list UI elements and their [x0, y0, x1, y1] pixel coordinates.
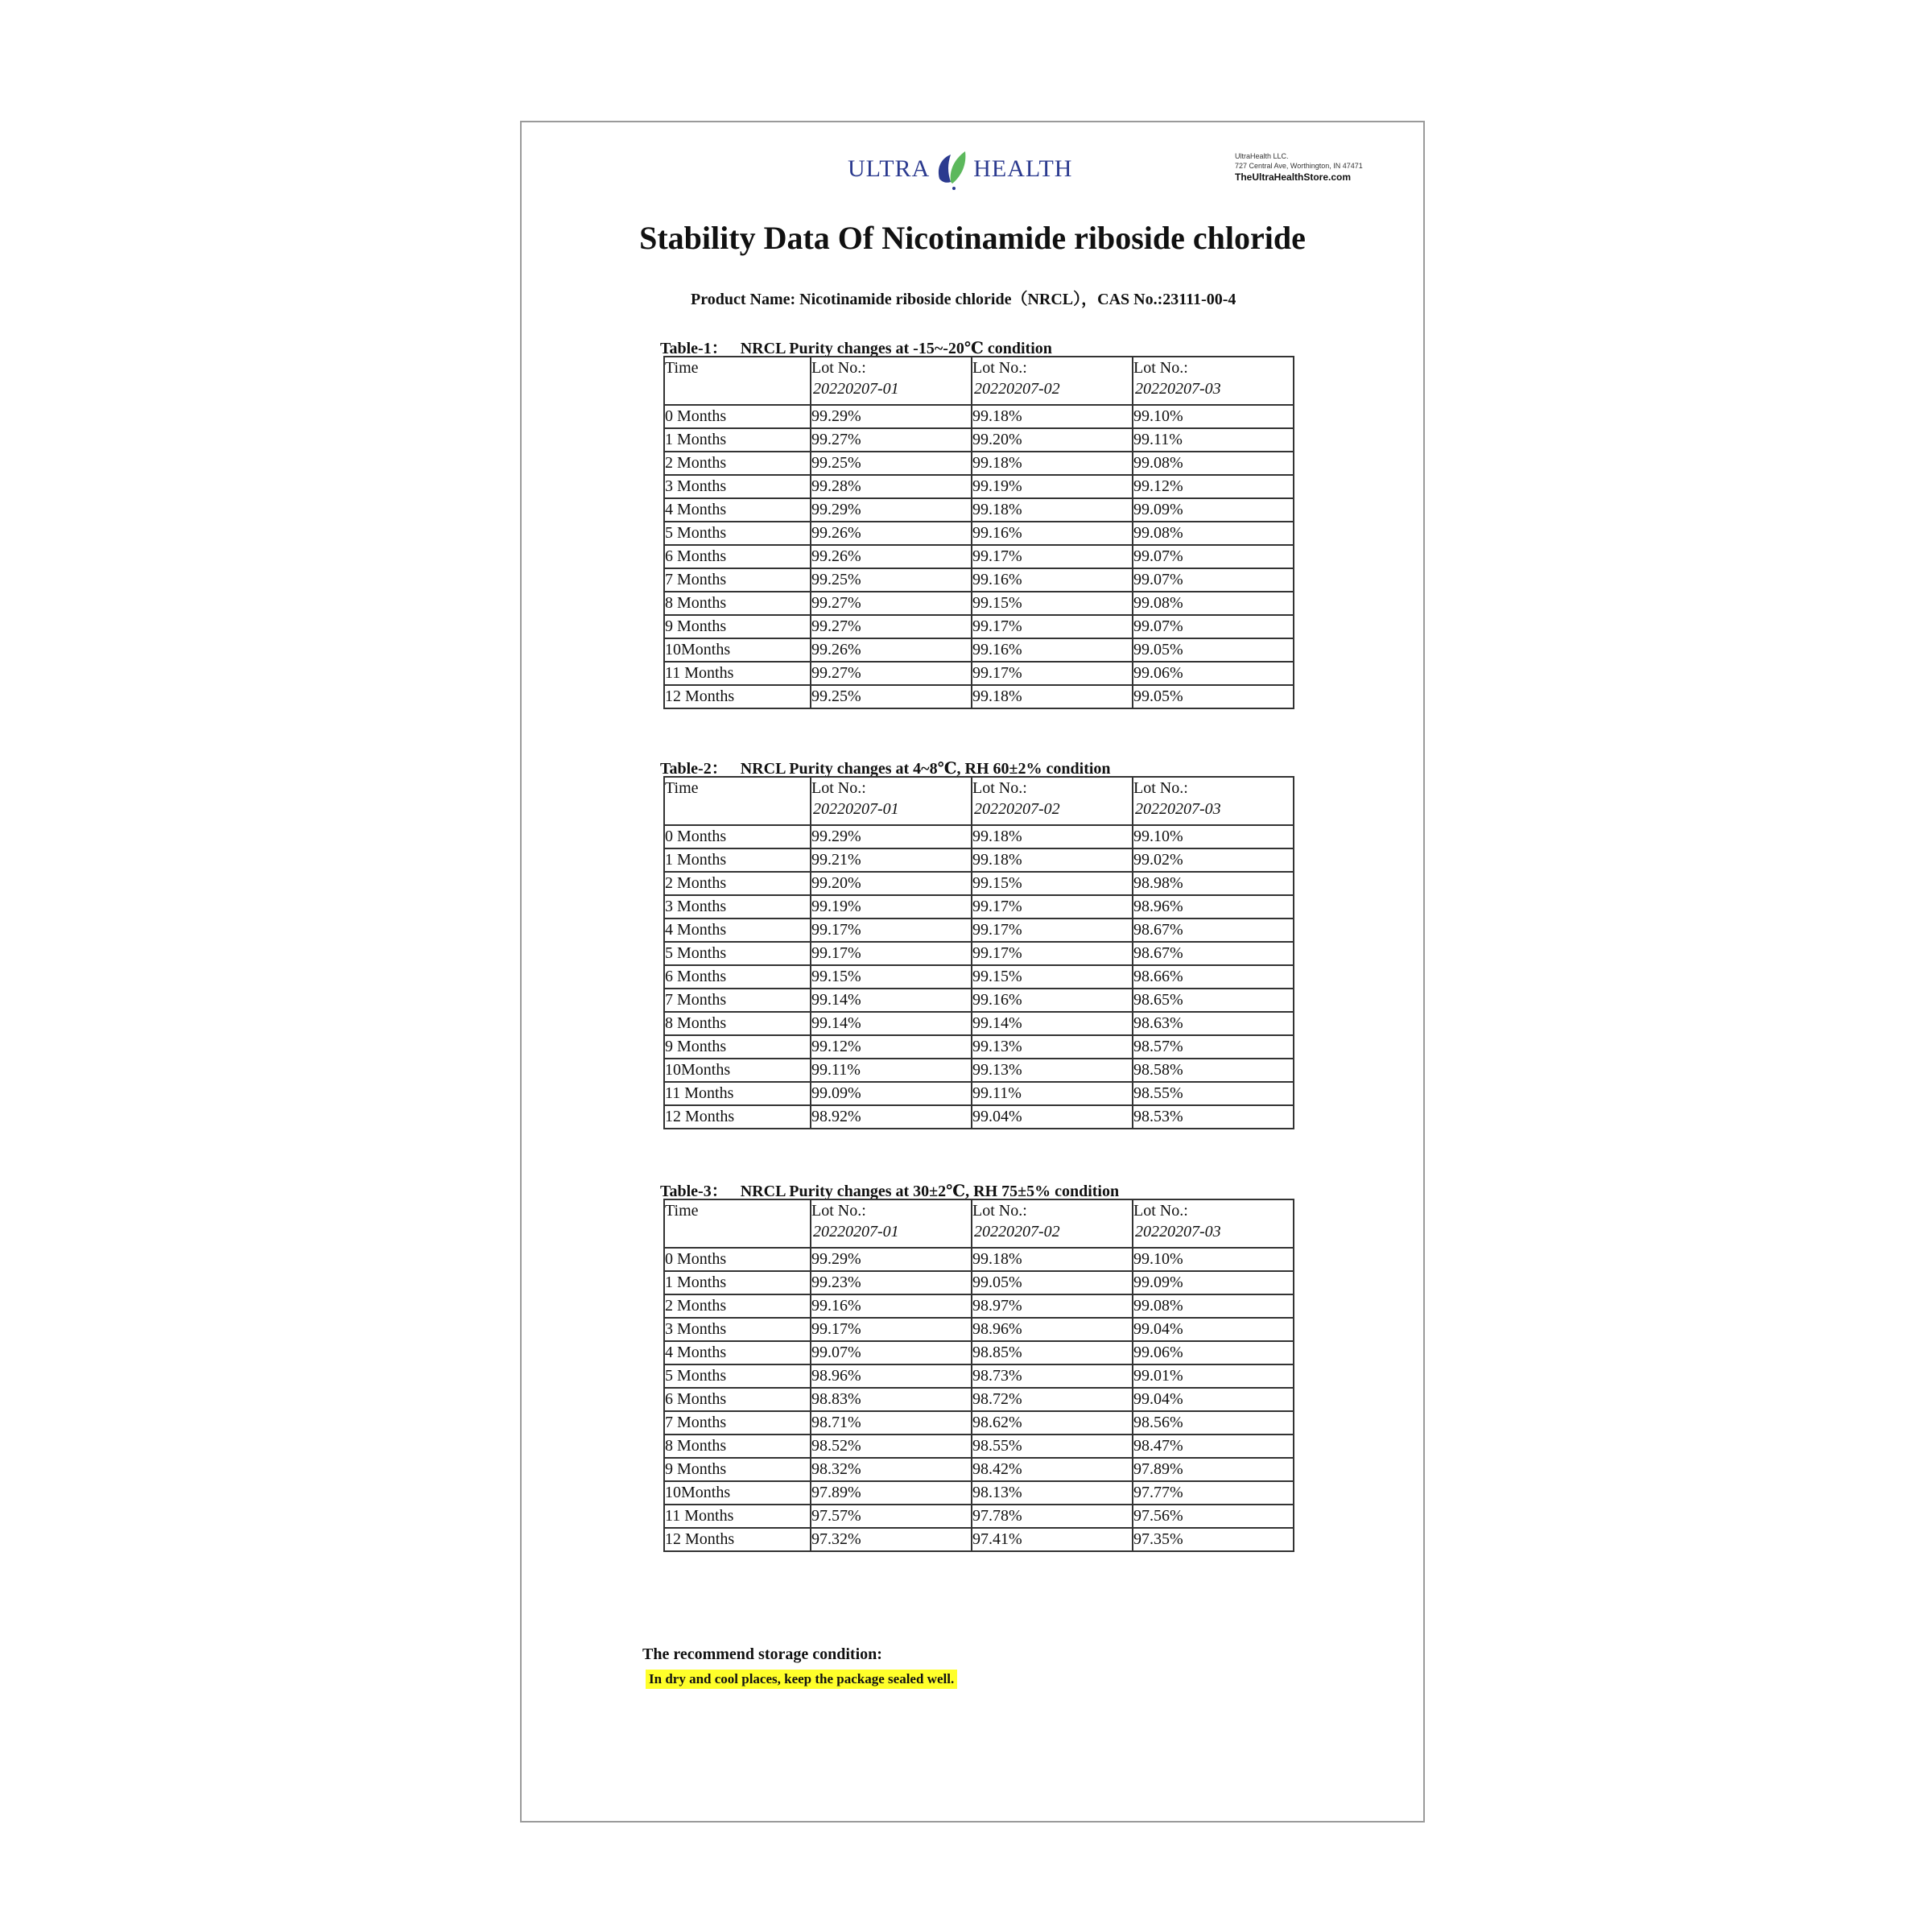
purity-cell: 99.21%: [811, 848, 972, 872]
purity-cell: 98.63%: [1133, 1012, 1294, 1035]
time-cell: 9 Months: [664, 615, 811, 638]
purity-cell: 98.85%: [972, 1341, 1133, 1364]
time-cell: 5 Months: [664, 1364, 811, 1388]
purity-cell: 99.27%: [811, 428, 972, 452]
time-cell: 1 Months: [664, 1271, 811, 1294]
document-page: [520, 121, 1425, 1823]
table-row: [664, 825, 1294, 848]
purity-cell: 98.96%: [972, 1318, 1133, 1341]
time-header: Time: [664, 1199, 811, 1248]
time-cell: 11 Months: [664, 662, 811, 685]
purity-cell: 99.11%: [1133, 428, 1294, 452]
purity-cell: 99.08%: [1133, 1294, 1294, 1318]
time-cell: 9 Months: [664, 1035, 811, 1059]
lot-number: 20220207-01: [813, 1223, 899, 1241]
purity-cell: 99.14%: [972, 1012, 1133, 1035]
lot-number: 20220207-03: [1135, 800, 1221, 818]
purity-cell: 98.97%: [972, 1294, 1133, 1318]
lot-number: 20220207-02: [974, 1223, 1060, 1241]
time-cell: 2 Months: [664, 452, 811, 475]
purity-cell: 97.32%: [811, 1528, 972, 1551]
table-1-caption: [660, 335, 1052, 358]
lot-header: [972, 357, 1133, 405]
time-header: Time: [664, 357, 811, 405]
time-cell: 0 Months: [664, 1248, 811, 1271]
purity-cell: 99.17%: [972, 545, 1133, 568]
time-cell: 4 Months: [664, 1341, 811, 1364]
purity-cell: 98.13%: [972, 1481, 1133, 1505]
time-cell: 3 Months: [664, 895, 811, 919]
purity-cell: 99.08%: [1133, 592, 1294, 615]
purity-cell: 99.26%: [811, 545, 972, 568]
table-row: [664, 1411, 1294, 1435]
purity-cell: 99.17%: [811, 1318, 972, 1341]
purity-cell: 99.27%: [811, 592, 972, 615]
purity-cell: 99.16%: [972, 568, 1133, 592]
table-row: [664, 1435, 1294, 1458]
lot-label: Lot No.:: [811, 1202, 866, 1220]
purity-cell: 99.15%: [811, 965, 972, 989]
purity-cell: 99.07%: [1133, 615, 1294, 638]
purity-cell: 99.15%: [972, 592, 1133, 615]
company-site: TheUltraHealthStore.com: [1235, 171, 1352, 183]
purity-cell: 98.57%: [1133, 1035, 1294, 1059]
purity-cell: 99.28%: [811, 475, 972, 498]
lot-number: 20220207-02: [974, 800, 1060, 818]
purity-cell: 99.09%: [811, 1082, 972, 1105]
purity-cell: 98.67%: [1133, 942, 1294, 965]
table-row: [664, 942, 1294, 965]
time-cell: 5 Months: [664, 942, 811, 965]
purity-cell: 99.13%: [972, 1059, 1133, 1082]
purity-cell: 99.18%: [972, 452, 1133, 475]
table-row: [664, 1059, 1294, 1082]
table-2-caption: [660, 755, 1111, 778]
time-cell: 0 Months: [664, 405, 811, 428]
lot-header: [972, 1199, 1133, 1248]
purity-cell: 98.96%: [1133, 895, 1294, 919]
table-caption-text: NRCL Purity changes at 30±2℃, RH 75±5% condition: [740, 1183, 1120, 1200]
purity-cell: 99.05%: [1133, 685, 1294, 708]
purity-cell: 99.17%: [811, 942, 972, 965]
table-row: [664, 1458, 1294, 1481]
purity-cell: 99.09%: [1133, 1271, 1294, 1294]
purity-cell: 97.57%: [811, 1505, 972, 1528]
purity-cell: 99.29%: [811, 1248, 972, 1271]
table-3-caption: [660, 1178, 1119, 1201]
time-cell: 7 Months: [664, 1411, 811, 1435]
table-row: [664, 848, 1294, 872]
company-address: 727 Central Ave, Worthington, IN 47471: [1235, 162, 1363, 170]
purity-cell: 99.06%: [1133, 662, 1294, 685]
table-row: [664, 545, 1294, 568]
purity-cell: 98.42%: [972, 1458, 1133, 1481]
purity-cell: 99.15%: [972, 965, 1133, 989]
leaf-logo-icon: [933, 147, 970, 192]
time-cell: 12 Months: [664, 1528, 811, 1551]
purity-cell: 98.92%: [811, 1105, 972, 1129]
lot-header: [1133, 777, 1294, 825]
purity-cell: 99.13%: [972, 1035, 1133, 1059]
purity-cell: 97.78%: [972, 1505, 1133, 1528]
table-row: [664, 428, 1294, 452]
table-row: [664, 1294, 1294, 1318]
lot-label: Lot No.:: [972, 1202, 1027, 1220]
storage-note: In dry and cool places, keep the package sealed well.: [646, 1670, 957, 1689]
table-row: [664, 1364, 1294, 1388]
purity-cell: 99.25%: [811, 452, 972, 475]
table-row: [664, 522, 1294, 545]
purity-cell: 99.07%: [1133, 568, 1294, 592]
purity-cell: 99.18%: [972, 405, 1133, 428]
purity-cell: 99.05%: [1133, 638, 1294, 662]
purity-cell: 98.98%: [1133, 872, 1294, 895]
purity-cell: 99.05%: [972, 1271, 1133, 1294]
logo-text-right: HEALTH: [973, 155, 1073, 182]
purity-cell: 99.04%: [972, 1105, 1133, 1129]
time-cell: 6 Months: [664, 545, 811, 568]
lot-number: 20220207-01: [813, 800, 899, 818]
purity-cell: 98.32%: [811, 1458, 972, 1481]
time-cell: 8 Months: [664, 1435, 811, 1458]
purity-cell: 99.16%: [972, 522, 1133, 545]
time-cell: 1 Months: [664, 848, 811, 872]
brand-logo: [848, 145, 1072, 193]
lot-label: Lot No.:: [811, 779, 866, 797]
purity-cell: 99.08%: [1133, 452, 1294, 475]
table-row: [664, 965, 1294, 989]
table-header-row: [664, 777, 1294, 825]
purity-cell: 99.20%: [972, 428, 1133, 452]
purity-cell: 99.16%: [972, 989, 1133, 1012]
lot-label: Lot No.:: [1133, 1202, 1188, 1220]
purity-cell: 99.25%: [811, 685, 972, 708]
purity-cell: 99.20%: [811, 872, 972, 895]
purity-cell: 98.53%: [1133, 1105, 1294, 1129]
purity-cell: 99.19%: [972, 475, 1133, 498]
table-label: Table-2：: [660, 760, 728, 778]
time-cell: 4 Months: [664, 919, 811, 942]
time-cell: 4 Months: [664, 498, 811, 522]
table-label: Table-3：: [660, 1183, 728, 1200]
table-header-row: [664, 1199, 1294, 1248]
purity-cell: 99.17%: [811, 919, 972, 942]
lot-label: Lot No.:: [1133, 779, 1188, 797]
purity-cell: 98.66%: [1133, 965, 1294, 989]
purity-cell: 97.89%: [811, 1481, 972, 1505]
purity-cell: 99.27%: [811, 662, 972, 685]
purity-cell: 97.41%: [972, 1528, 1133, 1551]
time-cell: 12 Months: [664, 1105, 811, 1129]
table-row: [664, 989, 1294, 1012]
purity-cell: 99.14%: [811, 989, 972, 1012]
purity-cell: 99.18%: [972, 825, 1133, 848]
table-row: [664, 1271, 1294, 1294]
purity-cell: 98.96%: [811, 1364, 972, 1388]
purity-cell: 98.71%: [811, 1411, 972, 1435]
purity-cell: 99.08%: [1133, 522, 1294, 545]
purity-cell: 98.55%: [972, 1435, 1133, 1458]
purity-cell: 97.35%: [1133, 1528, 1294, 1551]
purity-cell: 99.11%: [811, 1059, 972, 1082]
stability-table-1: [663, 356, 1294, 709]
purity-cell: 99.17%: [972, 662, 1133, 685]
table-row: [664, 662, 1294, 685]
purity-cell: 98.47%: [1133, 1435, 1294, 1458]
purity-cell: 99.09%: [1133, 498, 1294, 522]
time-cell: 7 Months: [664, 989, 811, 1012]
purity-cell: 98.83%: [811, 1388, 972, 1411]
lot-label: Lot No.:: [972, 779, 1027, 797]
company-info: [1235, 151, 1363, 182]
time-cell: 8 Months: [664, 592, 811, 615]
purity-cell: 99.29%: [811, 498, 972, 522]
lot-label: Lot No.:: [1133, 359, 1188, 377]
purity-cell: 99.18%: [972, 498, 1133, 522]
table-label: Table-1：: [660, 340, 728, 357]
purity-cell: 99.17%: [972, 615, 1133, 638]
lot-header: [811, 1199, 972, 1248]
purity-cell: 97.56%: [1133, 1505, 1294, 1528]
table-row: [664, 1248, 1294, 1271]
purity-cell: 97.77%: [1133, 1481, 1294, 1505]
purity-cell: 98.56%: [1133, 1411, 1294, 1435]
purity-cell: 99.10%: [1133, 825, 1294, 848]
time-cell: 11 Months: [664, 1505, 811, 1528]
time-cell: 12 Months: [664, 685, 811, 708]
time-cell: 10Months: [664, 1059, 811, 1082]
purity-cell: 99.14%: [811, 1012, 972, 1035]
purity-cell: 97.89%: [1133, 1458, 1294, 1481]
purity-cell: 99.18%: [972, 1248, 1133, 1271]
purity-cell: 99.12%: [1133, 475, 1294, 498]
purity-cell: 99.04%: [1133, 1388, 1294, 1411]
lot-label: Lot No.:: [811, 359, 866, 377]
purity-cell: 99.07%: [811, 1341, 972, 1364]
purity-cell: 99.29%: [811, 405, 972, 428]
lot-header: [1133, 357, 1294, 405]
purity-cell: 99.02%: [1133, 848, 1294, 872]
table-row: [664, 685, 1294, 708]
purity-cell: 99.01%: [1133, 1364, 1294, 1388]
table-row: [664, 568, 1294, 592]
purity-cell: 99.23%: [811, 1271, 972, 1294]
purity-cell: 98.58%: [1133, 1059, 1294, 1082]
purity-cell: 99.11%: [972, 1082, 1133, 1105]
purity-cell: 99.04%: [1133, 1318, 1294, 1341]
document-title: Stability Data Of Nicotinamide riboside chloride: [639, 220, 1306, 256]
purity-cell: 99.17%: [972, 919, 1133, 942]
purity-cell: 99.10%: [1133, 405, 1294, 428]
stability-table-2: [663, 776, 1294, 1129]
time-cell: 10Months: [664, 1481, 811, 1505]
time-cell: 2 Months: [664, 872, 811, 895]
purity-cell: 99.16%: [811, 1294, 972, 1318]
purity-cell: 99.12%: [811, 1035, 972, 1059]
lot-header: [811, 777, 972, 825]
time-cell: 11 Months: [664, 1082, 811, 1105]
purity-cell: 99.18%: [972, 685, 1133, 708]
time-cell: 3 Months: [664, 1318, 811, 1341]
purity-cell: 99.10%: [1133, 1248, 1294, 1271]
purity-cell: 99.17%: [972, 895, 1133, 919]
lot-header: [811, 357, 972, 405]
table-row: [664, 1012, 1294, 1035]
logo-text-left: ULTRA: [848, 155, 931, 182]
company-name: UltraHealth LLC.: [1235, 152, 1289, 160]
time-cell: 0 Months: [664, 825, 811, 848]
purity-cell: 99.19%: [811, 895, 972, 919]
time-cell: 7 Months: [664, 568, 811, 592]
purity-cell: 99.26%: [811, 638, 972, 662]
table-row: [664, 1505, 1294, 1528]
time-cell: 10Months: [664, 638, 811, 662]
table-row: [664, 405, 1294, 428]
table-row: [664, 498, 1294, 522]
purity-cell: 98.55%: [1133, 1082, 1294, 1105]
table-row: [664, 615, 1294, 638]
purity-cell: 98.62%: [972, 1411, 1133, 1435]
lot-number: 20220207-03: [1135, 380, 1221, 398]
purity-cell: 99.15%: [972, 872, 1133, 895]
table-row: [664, 638, 1294, 662]
storage-label: The recommend storage condition:: [642, 1645, 882, 1663]
table-row: [664, 1318, 1294, 1341]
table-row: [664, 475, 1294, 498]
purity-cell: 99.06%: [1133, 1341, 1294, 1364]
time-header: Time: [664, 777, 811, 825]
time-cell: 9 Months: [664, 1458, 811, 1481]
table-row: [664, 1341, 1294, 1364]
table-row: [664, 1082, 1294, 1105]
table-row: [664, 872, 1294, 895]
table-row: [664, 1105, 1294, 1129]
table-header-row: [664, 357, 1294, 405]
purity-cell: 98.67%: [1133, 919, 1294, 942]
stability-table-3: [663, 1199, 1294, 1552]
purity-cell: 98.72%: [972, 1388, 1133, 1411]
table-row: [664, 1481, 1294, 1505]
purity-cell: 99.17%: [972, 942, 1133, 965]
time-cell: 3 Months: [664, 475, 811, 498]
purity-cell: 98.52%: [811, 1435, 972, 1458]
purity-cell: 98.65%: [1133, 989, 1294, 1012]
table-row: [664, 1388, 1294, 1411]
purity-cell: 98.73%: [972, 1364, 1133, 1388]
table-row: [664, 592, 1294, 615]
time-cell: 1 Months: [664, 428, 811, 452]
time-cell: 2 Months: [664, 1294, 811, 1318]
time-cell: 6 Months: [664, 965, 811, 989]
lot-header: [972, 777, 1133, 825]
product-line: Product Name: Nicotinamide riboside chloride（NRCL），CAS No.:23111-00-4: [691, 291, 1236, 308]
purity-cell: 99.07%: [1133, 545, 1294, 568]
lot-number: 20220207-01: [813, 380, 899, 398]
table-caption-text: NRCL Purity changes at -15~-20℃ condition: [740, 340, 1052, 357]
table-row: [664, 895, 1294, 919]
lot-number: 20220207-02: [974, 380, 1060, 398]
purity-cell: 99.29%: [811, 825, 972, 848]
purity-cell: 99.26%: [811, 522, 972, 545]
purity-cell: 99.18%: [972, 848, 1133, 872]
purity-cell: 99.27%: [811, 615, 972, 638]
purity-cell: 99.16%: [972, 638, 1133, 662]
table-row: [664, 452, 1294, 475]
time-cell: 8 Months: [664, 1012, 811, 1035]
lot-number: 20220207-03: [1135, 1223, 1221, 1241]
purity-cell: 99.25%: [811, 568, 972, 592]
table-row: [664, 1528, 1294, 1551]
time-cell: 5 Months: [664, 522, 811, 545]
time-cell: 6 Months: [664, 1388, 811, 1411]
lot-header: [1133, 1199, 1294, 1248]
table-row: [664, 919, 1294, 942]
table-caption-text: NRCL Purity changes at 4~8℃, RH 60±2% condition: [740, 760, 1111, 778]
lot-label: Lot No.:: [972, 359, 1027, 377]
table-row: [664, 1035, 1294, 1059]
